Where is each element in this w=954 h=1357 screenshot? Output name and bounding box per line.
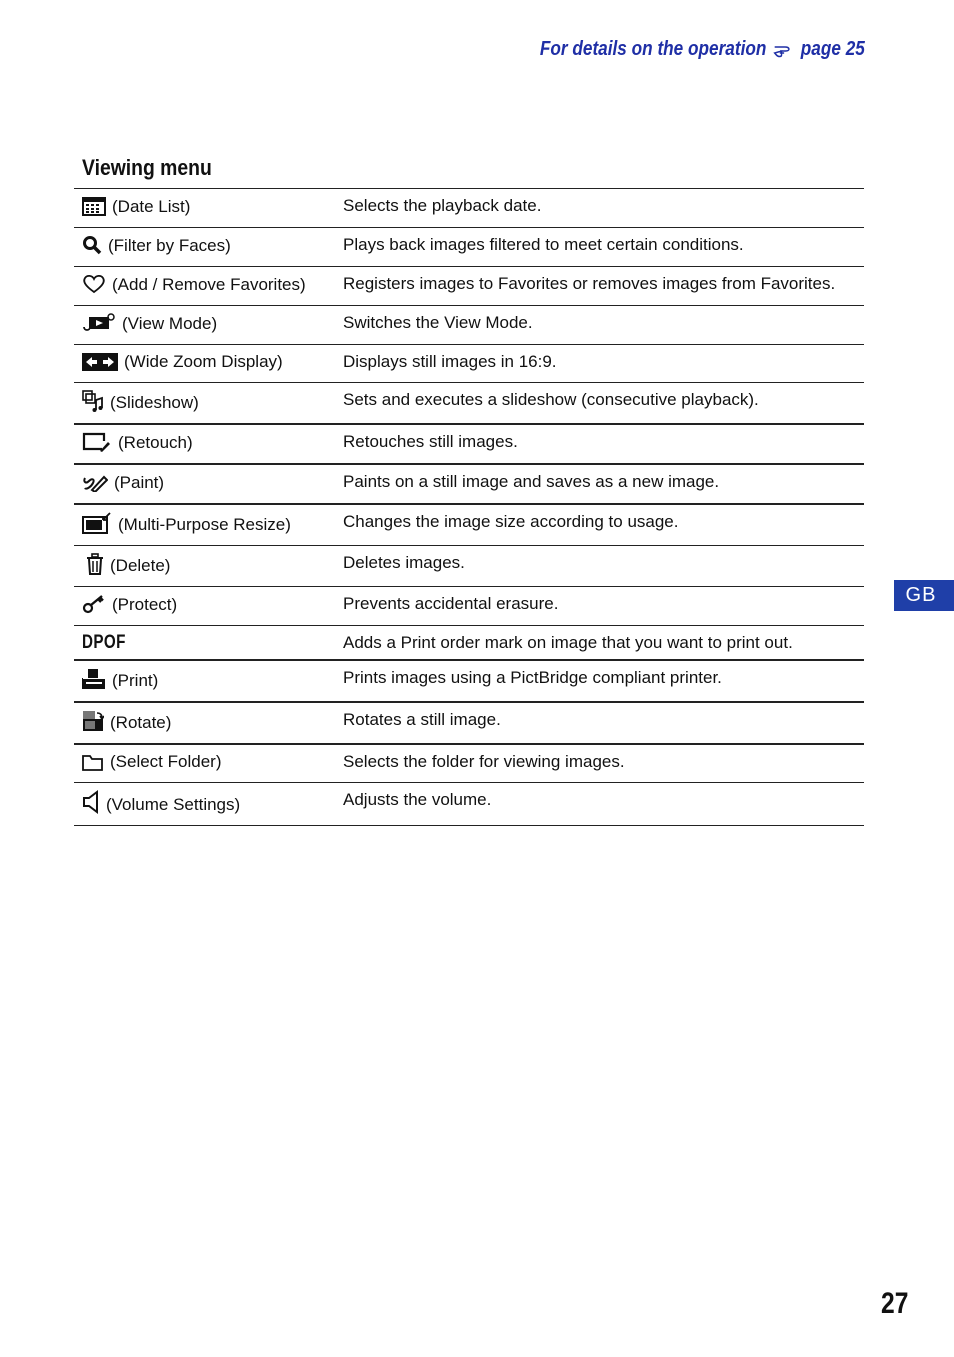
row-label: (Print) bbox=[112, 671, 159, 690]
table-row bbox=[74, 345, 864, 383]
table-row bbox=[74, 546, 864, 587]
table-row bbox=[74, 587, 864, 626]
row-label: (Protect) bbox=[112, 595, 178, 614]
row-description: Changes the image size according to usage. bbox=[335, 504, 864, 546]
row-label: (Delete) bbox=[110, 556, 171, 575]
dpof-icon: DPOF bbox=[82, 632, 126, 653]
table-row bbox=[74, 464, 864, 504]
row-description: Paints on a still image and saves as a new image. bbox=[335, 464, 864, 504]
row-label: (Slideshow) bbox=[110, 393, 199, 412]
pointing-hand-icon bbox=[773, 41, 794, 59]
row-label: (Filter by Faces) bbox=[108, 236, 231, 255]
row-description: Adjusts the volume. bbox=[335, 783, 864, 826]
row-label: (Paint) bbox=[114, 473, 165, 492]
row-label: (Date List) bbox=[112, 197, 191, 216]
row-description: Sets and executes a slideshow (consecutive playback). bbox=[335, 383, 864, 425]
table-row bbox=[74, 744, 864, 783]
view-mode-icon bbox=[82, 313, 116, 338]
speaker-icon bbox=[82, 790, 100, 819]
row-description: Deletes images. bbox=[335, 546, 864, 587]
table-row bbox=[74, 306, 864, 345]
page-reference[interactable]: page 25 bbox=[800, 38, 865, 60]
resize-icon bbox=[82, 512, 112, 539]
row-description: Displays still images in 16:9. bbox=[335, 345, 864, 383]
section-title: Viewing menu bbox=[82, 155, 212, 180]
heart-icon bbox=[82, 274, 106, 299]
row-label: (Rotate) bbox=[110, 713, 172, 732]
paint-icon bbox=[82, 472, 108, 497]
table-row bbox=[74, 189, 864, 228]
date-list-icon bbox=[82, 196, 106, 221]
row-description: Prevents accidental erasure. bbox=[335, 587, 864, 626]
table-row bbox=[74, 424, 864, 464]
row-label: (Wide Zoom Display) bbox=[124, 352, 283, 371]
table-row bbox=[74, 660, 864, 702]
table-row bbox=[74, 626, 864, 661]
row-label: (Add / Remove Favorites) bbox=[112, 275, 306, 294]
row-description: Rotates a still image. bbox=[335, 702, 864, 744]
row-label: (Retouch) bbox=[118, 433, 193, 452]
retouch-icon bbox=[82, 432, 112, 457]
row-description: Plays back images filtered to meet certain conditions. bbox=[335, 228, 864, 267]
row-description: Selects the folder for viewing images. bbox=[335, 744, 864, 783]
wide-zoom-icon bbox=[82, 353, 118, 376]
language-tab: GB bbox=[894, 580, 954, 611]
row-label: (View Mode) bbox=[122, 314, 218, 333]
table-row bbox=[74, 228, 864, 267]
row-description: Retouches still images. bbox=[335, 424, 864, 464]
operation-reference-text: For details on the operation bbox=[540, 38, 767, 60]
row-description: Selects the playback date. bbox=[335, 189, 864, 228]
filter-faces-icon bbox=[82, 235, 102, 260]
folder-icon bbox=[82, 753, 104, 776]
viewing-menu-table bbox=[74, 188, 864, 826]
row-description: Switches the View Mode. bbox=[335, 306, 864, 345]
key-icon bbox=[82, 594, 106, 619]
page-number: 27 bbox=[880, 1287, 908, 1320]
table-row bbox=[74, 383, 864, 425]
table-row bbox=[74, 504, 864, 546]
table-row bbox=[74, 267, 864, 306]
row-description: Prints images using a PictBridge compliant printer. bbox=[335, 660, 864, 702]
row-description: Adds a Print order mark on image that you want to print out. bbox=[335, 626, 864, 661]
print-icon bbox=[82, 668, 106, 695]
row-label: (Volume Settings) bbox=[106, 795, 241, 814]
table-row bbox=[74, 783, 864, 826]
row-label: (Select Folder) bbox=[110, 752, 222, 771]
row-description: Registers images to Favorites or removes images from Favorites. bbox=[335, 267, 864, 306]
trash-icon bbox=[86, 553, 104, 580]
rotate-icon bbox=[82, 710, 104, 737]
slideshow-icon bbox=[82, 390, 104, 417]
operation-reference bbox=[540, 38, 865, 61]
row-label: (Multi-Purpose Resize) bbox=[118, 515, 291, 534]
table-row bbox=[74, 702, 864, 744]
